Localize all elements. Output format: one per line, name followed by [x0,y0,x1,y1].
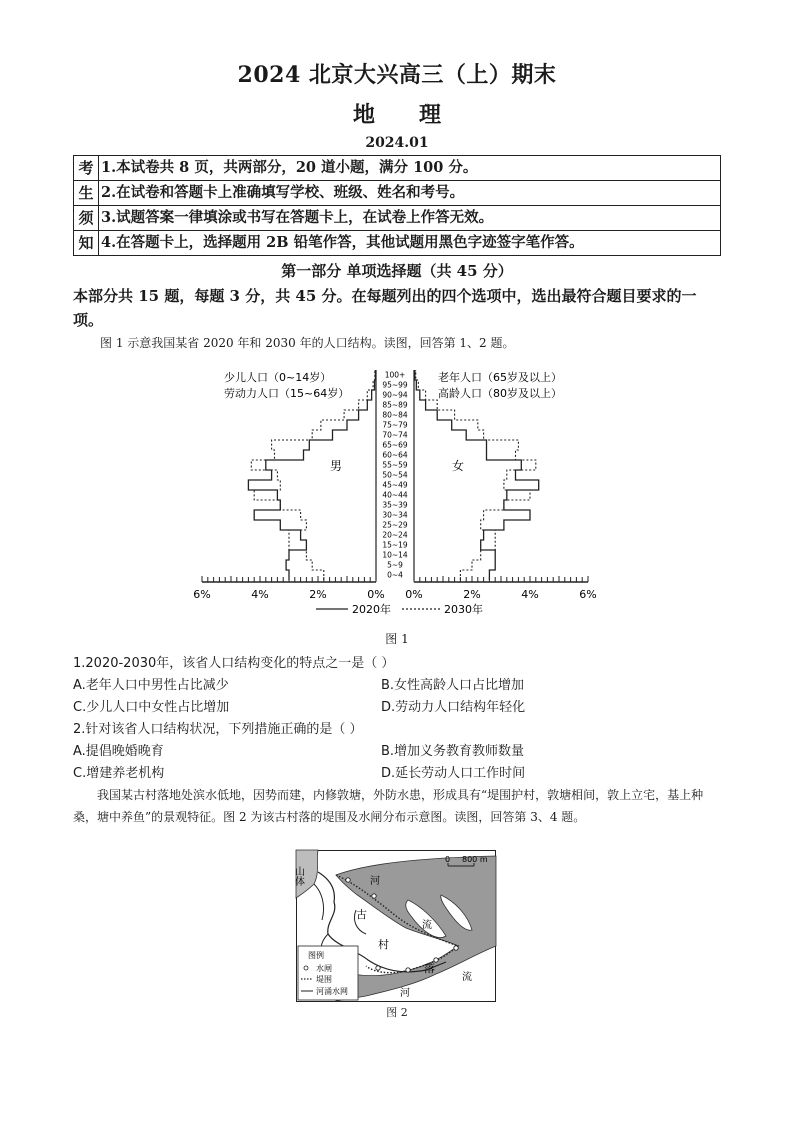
female-label: 女 [452,459,465,473]
age-group-label: 30~34 [382,510,408,520]
notice-item-4: 4.在答题卡上，选择题用 2B 铅笔作答，其他试题用黑色字迹签字笔作答。 [99,231,721,256]
question-1-option-b: B.女性高龄人口占比增加 [381,678,525,693]
map-label-flow-top: 流 [422,920,432,931]
series-2030-female-line [416,370,536,580]
age-group-label: 95~99 [382,380,408,390]
population-pyramid-chart [190,360,600,620]
question-2-option-a: A.提倡晚婚晚育 [73,744,164,759]
male-label: 男 [330,459,343,473]
age-group-label: 45~49 [382,480,408,490]
map-legend-sluice: 水闸 [316,964,332,973]
figure1-intro: 图 1 示意我国某省 2020 年和 2030 年的人口结构。读图，回答第 1、2 题。 [100,336,515,350]
x-tick-label-right: 6% [579,588,597,601]
map-label-village-2: 村 [378,938,389,951]
age-group-label: 35~39 [382,500,408,510]
map-label-flow-bottom: 流 [462,972,472,983]
legend-2020-label: 2020年 [352,603,391,616]
question-1-option-a: A.老年人口中男性占比减少 [73,678,229,693]
part1-description: 本部分共 15 题，每题 3 分，共 45 分。在每题列出的四个选项中，选出最符合题目要求的一项。 [73,287,697,329]
question-2-option-d: D.延长劳动人口工作时间 [381,766,526,781]
x-tick-label-left: 2% [309,588,327,601]
figure2-caption: 图 2 [386,1006,408,1019]
age-group-label: 90~94 [382,390,408,400]
map-label-village-1: 古 [356,908,367,921]
age-group-label: 75~79 [382,420,408,430]
age-group-label: 15~19 [382,540,408,550]
legend-labor-population: 劳动力人口（15~64岁） [224,387,350,400]
age-group-label: 70~74 [382,430,408,440]
series-2020-female-line [415,370,539,580]
notice-label-char: 考 [74,156,99,181]
age-group-label: 0~4 [387,570,403,580]
legend-child-population: 少儿人口（0~14岁） [224,371,332,384]
map-label-village-3: 落 [424,962,435,975]
exam-notice-box [73,155,721,256]
x-tick-label-left: 4% [251,588,269,601]
subject-char-1: 地 [352,102,375,128]
legend-oldest-old-population: 高龄人口（80岁及以上） [438,387,562,400]
question-1-option-c: C.少儿人口中女性占比增加 [73,700,230,715]
age-group-label: 10~14 [382,550,408,560]
map-legend-title: 图例 [308,951,324,960]
x-tick-label-left: 6% [193,588,211,601]
question-2-option-b: B.增加义务教育教师数量 [381,744,525,759]
series-2020-male-line [248,370,375,580]
x-tick-label-left: 0% [367,588,385,601]
figure2-intro: 我国某古村落地处滨水低地，因势而建，内修敦塘，外防水患，形成具有“堤围护村，敦塘相间，敦上立宅，基上种桑，塘中养鱼”的景观特征。图 2 为该古村落的堤围及水闸分布示意图。读图，回答第 3、4 题。 [73,788,704,824]
age-group-label: 5~9 [387,560,403,570]
age-group-label: 55~59 [382,460,408,470]
notice-item-2: 2.在试卷和答题卡上准确填写学校、班级、姓名和考号。 [99,181,721,206]
question-2-stem: 2.针对该省人口结构状况，下列措施正确的是（ ） [73,722,363,737]
notice-item-1: 1.本试卷共 8 页，共两部分，20 道小题，满分 100 分。 [99,156,721,181]
map-label-river-top: 河 [370,876,380,887]
scale-zero: 0 [445,855,451,864]
exam-date: 2024.01 [365,135,429,151]
map-legend-canal: 河涌水网 [316,987,348,996]
age-group-label: 80~84 [382,410,408,420]
map-legend-dike: 堤围 [316,975,332,984]
notice-label-char: 知 [74,231,99,256]
question-1-option-d: D.劳动力人口结构年轻化 [381,700,526,715]
age-group-label: 50~54 [382,470,408,480]
notice-label-char: 须 [74,206,99,231]
x-tick-label-right: 0% [405,588,423,601]
age-group-label: 20~24 [382,530,408,540]
legend-elderly-population: 老年人口（65岁及以上） [438,371,562,384]
scale-distance: 800 m [462,855,488,864]
map-label-river-bottom: 河 [400,988,410,999]
x-tick-label-right: 4% [521,588,539,601]
age-group-labels [382,371,408,580]
series-2030-male-line [251,370,375,580]
age-group-label: 60~64 [382,450,408,460]
figure1-caption: 图 1 [385,632,409,646]
question-2-option-c: C.增建养老机构 [73,766,165,781]
sluice-legend-icon [304,966,308,970]
age-group-label: 40~44 [382,490,408,500]
notice-label-char: 生 [74,181,99,206]
notice-item-3: 3.试题答案一律填涂或书写在答题卡上，在试卷上作答无效。 [99,206,721,231]
part1-title: 第一部分 单项选择题（共 45 分） [281,262,513,280]
age-group-label: 25~29 [382,520,408,530]
age-group-label: 100+ [384,370,406,380]
subject-char-2: 理 [419,102,442,128]
exam-title: 2024 北京大兴高三（上）期末 [237,62,557,88]
age-group-label: 65~69 [382,440,408,450]
age-group-label: 85~89 [382,400,408,410]
village-dike-map [292,850,496,1002]
map-label-mountain: 山体 [292,866,304,886]
question-1-stem: 1.2020-2030年，该省人口结构变化的特点之一是（ ） [73,656,395,671]
subject-title [0,98,794,129]
x-tick-label-right: 2% [463,588,481,601]
legend-2030-label: 2030年 [444,603,483,616]
